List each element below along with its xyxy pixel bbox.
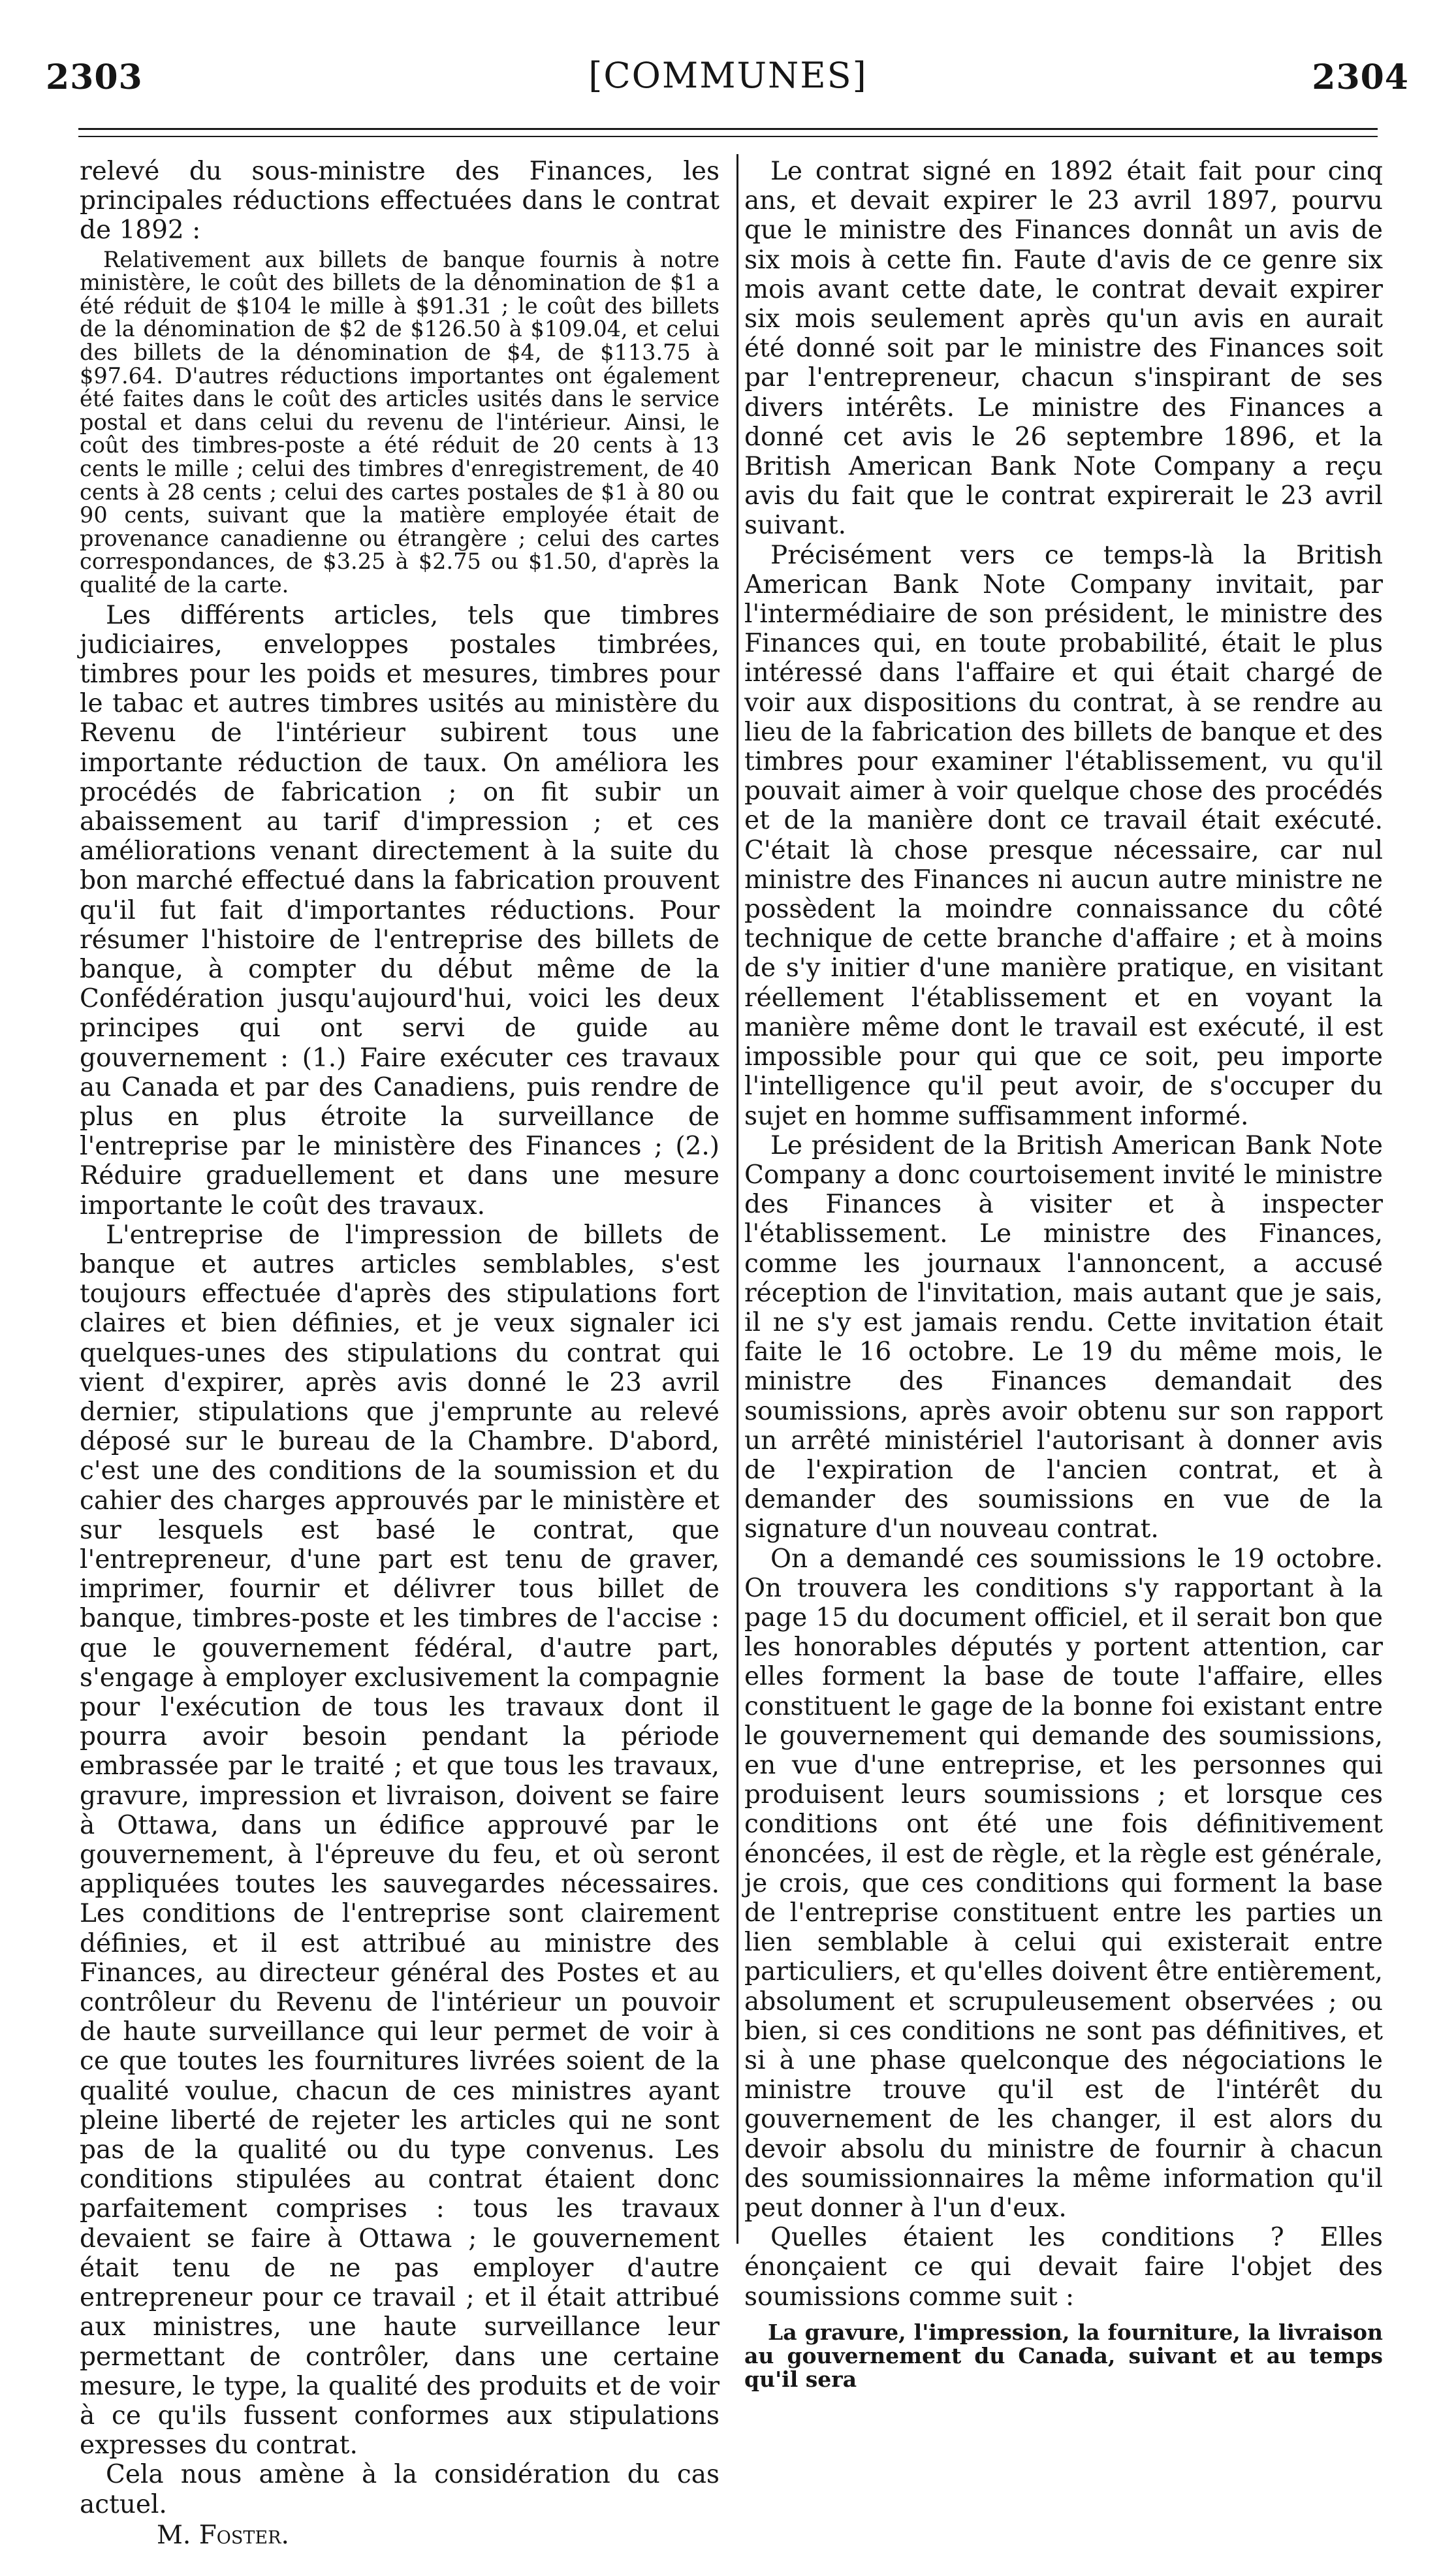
left-quoted-statement: Relativement aux billets de banque fournis à notre ministère, le coût des billets de la dénomination de $1 a été réduit de $104 le mille à $91.31 ; le coût des billets de la dénomination de $2 de $126.50 à $109.04, et celui des billets de la dénomination de $4, de $113.75 à $97.64. D'autres réductions importantes ont également été faites dans le coût des articles usités dans le service postal et dans celui du revenu de l'intérieur. Ainsi, le coût des timbres-poste a été réduit de 20 cents à 13 cents le mille ; celui des timbres d'enregistrement, de 40 cents à 28 cents ; celui des cartes postales de $1 à 80 ou 90 cents, suivant que la matière employée était de provenance canadienne ou étrangère ; celui des cartes correspondances, de $3.25 à $2.75 ou $1.50, d'après la qualité de la carte. bbox=[80, 246, 720, 598]
left-paragraph-3: L'entreprise de l'impression de billets de banque et autres articles semblables, s'est toujours effectuée d'après des stipulations fort claires et bien définies, et je veux signaler ici quelques-unes des stipulations du contrat qui vient d'expirer, après avis donné le 23 avril dernier, stipulations que j'emprunte au relevé déposé sur le bureau de la Chambre. D'abord, c'est une des conditions de la soumission et du cahier des charges approuvés par le ministère et sur lesquels est basé le contrat, que l'entrepreneur, d'une part est tenu de graver, imprimer, fournir et délivrer tous billet de banque, timbres-poste et les timbres de l'accise : que le gouvernement fédéral, d'autre part, s'engage à employer exclusivement la compagnie pour l'exécution de tous les travaux dont il pourra avoir besoin pendant la période embrassée par le traité ; et que tous les travaux, gravure, impression et livraison, doivent se faire à Ottawa, dans un édifice approuvé par le gouvernement, à l'épreuve du feu, et où seront appliquées toutes les sauvegardes nécessaires. Les conditions de l'entreprise sont clairement définies, et il est attribué au ministre des Finances, au directeur général des Postes et au contrôleur du Revenu de l'intérieur un pouvoir de haute surveillance qui leur permet de voir à ce que toutes les fournitures livrées soient de la qualité voulue, chacun de ces ministres ayant pleine liberté de rejeter les articles qui ne sont pas de la qualité ou du type convenus. Les conditions stipulées au contrat étaient donc parfaitement comprises : tous les travaux devaient se faire à Ottawa ; le gouvernement était tenu de ne pas employer d'autre entrepreneur pour ce travail ; et il était attribué aux ministres, une haute surveillance leur permettant de contrôler, dans une certaine mesure, le type, la qualité des produits et de voir à ce qu'ils fussent conformes aux stipulations expresses du contrat. bbox=[80, 1220, 720, 2461]
right-quoted-conditions: La gravure, l'impression, la fourniture, la livraison au gouvernement du Canada, suivant et au temps qu'il sera bbox=[744, 2319, 1383, 2392]
left-page-number: 2303 bbox=[46, 57, 143, 97]
right-paragraph-2: Précisément vers ce temps-là la British American Bank Note Company invitait, par l'intermédiaire de son président, le ministre des Finances qui, en toute probabilité, était le plus intéressé dans l'affaire et qui était chargé de voir aux dispositions du contrat, à se rendre au lieu de la fabrication des billets de banque et des timbres pour examiner l'établissement, vu qu'il pouvait aimer à voir quelque chose des procédés et de la manière dont ce travail était exécuté. C'était là chose presque nécessaire, car nul ministre des Finances ni aucun autre ministre ne possèdent la moindre connaissance du côté technique de cette branche d'affaire ; et à moins de s'y initier d'une manière pratique, en visitant réellement l'établissement et en voyant la manière même dont le travail est exécuté, il est impossible pour qui que ce soit, peu importe l'intelligence qu'il peut avoir, de s'occuper du sujet en homme suffisamment informé. bbox=[744, 540, 1383, 1131]
right-paragraph-4: On a demandé ces soumissions le 19 octobre. On trouvera les conditions s'y rapportant à la page 15 du document officiel, et il serait bon que les honorables députés y portent attention, car elles forment la base de toute l'affaire, elles constituent le gage de la bonne foi existant entre le gouvernement qui demande des soumissions, en vue d'une entreprise, et les personnes qui produisent leurs soumissions ; et lorsque ces conditions ont été une fois définitivement énoncées, il est de règle, et la règle est générale, je crois, que ces conditions qui forment la base de l'entreprise constituent entre les parties un lien semblable à celui qui existerait entre particuliers, et qu'elles doivent être entièrement, absolument et scrupuleusement observées ; ou bien, si ces conditions ne sont pas définitives, et si à une phase quelconque des négociations le ministre trouve qu'il est de l'intérêt du gouvernement de les changer, il est alors du devoir absolu du ministre de fournir à chacun des soumissionnaires la même information qu'il peut donner à l'un d'eux. bbox=[744, 1544, 1383, 2223]
right-paragraph-5: Quelles étaient les conditions ? Elles énonçaient ce qui devait faire l'objet des soumissions comme suit : bbox=[744, 2223, 1383, 2312]
right-page-number: 2304 bbox=[1312, 57, 1409, 97]
column-divider bbox=[736, 154, 738, 2244]
left-paragraph-2: Les différents articles, tels que timbres judiciaires, enveloppes postales timbrées, timbres pour les poids et mesures, timbres pour le tabac et autres timbres usités au ministère du Revenu de l'intérieur subirent tous une importante réduction de taux. On améliora les procédés de fabrication ; on fit subir un abaissement au tarif d'impression ; et ces améliorations venant directement à la suite du bon marché effectué dans la fabrication prouvent qu'il fut fait d'importantes réductions. Pour résumer l'histoire de l'entreprise des billets de banque, à compter du début même de la Confédération jusqu'aujourd'hui, voici les deux principes qui ont servi de guide au gouvernement : (1.) Faire exécuter ces travaux au Canada et par des Canadiens, puis rendre de plus en plus étroite la surveillance de l'entreprise par le ministère des Finances ; (2.) Réduire graduellement et dans une mesure importante le coût des travaux. bbox=[80, 600, 720, 1220]
header-rule-bottom bbox=[78, 136, 1378, 137]
running-title: [COMMUNES] bbox=[588, 55, 868, 96]
speaker-signature: M. Foster. bbox=[157, 2520, 289, 2550]
left-paragraph-1: relevé du sous-ministre des Finances, les principales réductions effectuées dans le contrat de 1892 : bbox=[80, 157, 720, 246]
header-rule-top bbox=[78, 128, 1378, 130]
right-column bbox=[744, 157, 1383, 2391]
right-paragraph-1: Le contrat signé en 1892 était fait pour cinq ans, et devait expirer le 23 avril 1897, pourvu que le ministre des Finances donnât un avis de six mois à cette fin. Faute d'avis de ce genre six mois avant cette date, le contrat devait expirer six mois seulement après qu'un avis en aurait été donné soit par le ministre des Finances soit par l'entrepreneur, chacun s'inspirant de ses divers intérêts. Le ministre des Finances a donné cet avis le 26 septembre 1896, et la British American Bank Note Company a reçu avis du fait que le contrat expirerait le 23 avril suivant. bbox=[744, 157, 1383, 541]
left-column bbox=[80, 157, 720, 2550]
right-paragraph-3: Le président de la British American Bank Note Company a donc courtoisement invité le ministre des Finances à visiter et à inspecter l'établissement. Le ministre des Finances, comme les journaux l'annoncent, a accusé réception de l'invitation, mais autant que je sais, il ne s'y est jamais rendu. Cette invitation était faite le 16 octobre. Le 19 du même mois, le ministre des Finances demandait des soumissions, après avoir obtenu sur son rapport un arrêté ministériel l'autorisant à donner avis de l'expiration de l'ancien contrat, et à demander des soumissions en vue de la signature d'un nouveau contrat. bbox=[744, 1130, 1383, 1544]
left-paragraph-4: Cela nous amène à la considération du cas actuel. bbox=[80, 2460, 720, 2519]
